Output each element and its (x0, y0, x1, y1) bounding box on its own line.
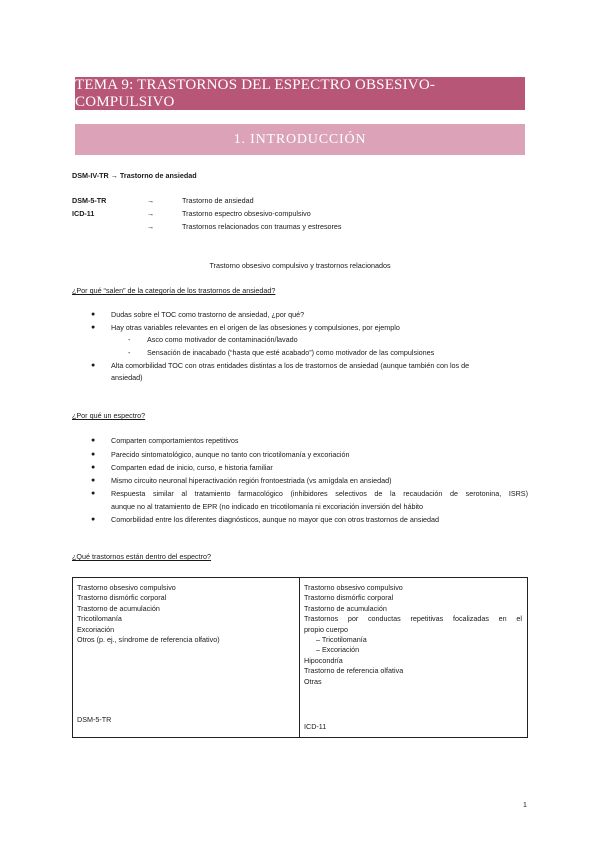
bullet-icon: ● (91, 464, 96, 471)
icd11-value: Trastorno espectro obsesivo-compulsivo (182, 209, 311, 218)
table-cell: – Tricotilomanía (316, 635, 367, 645)
table-cell: Trastorno obsesivo compulsivo (304, 583, 403, 592)
q1-bullet-1: Dudas sobre el TOC como trastorno de ansiedad, ¿por qué? (111, 310, 305, 319)
bullet-icon: ● (91, 451, 96, 458)
bullet-icon: ● (91, 437, 96, 444)
q1-heading: ¿Por qué “salen” de la categoría de los trastornos de ansiedad? (72, 286, 276, 295)
table-cell: Trastorno de acumulación (77, 603, 160, 613)
bullet-icon: ● (91, 311, 96, 318)
icd11-arrow-2: → (147, 222, 155, 231)
subtitle: Trastorno obsesivo compulsivo y trastornos relacionados (209, 261, 391, 270)
q1-bullet-3: Alta comorbilidad TOC con otras entidades distintas a los de trastornos de ansiedad (aunque también con los de (111, 361, 470, 370)
q2-item: Parecido sintomatológico, aunque no tanto con tricotilomanía y excoriación (111, 450, 350, 459)
bullet-icon: ● (91, 516, 96, 523)
table-cell: Hipocondría (304, 655, 343, 665)
icd11-value-2: Trastornos relacionados con traumas y estresores (182, 222, 342, 231)
page-number: 1 (523, 802, 527, 809)
table-cell: Trastorno obsesivo compulsivo (77, 583, 176, 592)
icd11-arrow: → (147, 209, 155, 218)
q1-sub-1: Asco como motivador de contaminación/lavado (147, 335, 298, 344)
q1-bullet-2: Hay otras variables relevantes en el origen de las obsesiones y compulsiones, por ejemplo (111, 323, 400, 332)
chapter-title-banner (75, 77, 525, 110)
q2-item: Comparten comportamientos repetitivos (111, 436, 239, 445)
bullet-icon: ● (91, 477, 96, 484)
table-cell: Tricotilomanía (77, 614, 122, 624)
table-cell: – Excoriación (316, 645, 360, 655)
dsm5-label: DSM-5-TR (72, 196, 107, 205)
q2-item-cont: aunque no al tratamiento de EPR (no indicado en tricotilomanía ni excoriación inversión del hábito (111, 502, 424, 511)
table-cell: propio cuerpo (304, 624, 348, 634)
bullet-icon: ● (91, 324, 96, 331)
dash-icon: - (128, 335, 131, 344)
dash-icon: - (128, 348, 131, 357)
bullet-icon: ● (91, 362, 96, 369)
table-cell: Excoriación (77, 624, 115, 634)
icd11-label: ICD-11 (72, 209, 95, 218)
dsm5-footer: DSM-5-TR (77, 715, 112, 724)
q2-item: Mismo circuito neuronal hiperactivación región frontoestriada (vs amígdala en ansiedad) (111, 476, 392, 485)
dsm5-column (73, 578, 300, 738)
table-cell: Otras (304, 676, 322, 686)
q3-heading: ¿Qué trastornos están dentro del espectro? (72, 552, 212, 561)
q2-item: Comorbilidad entre los diferentes diagnósticos, aunque no mayor que con otros trastornos de ansiedad (111, 515, 440, 524)
q2-item: Respuesta similar al tratamiento farmacológico (inhibidores selectivos de la recaudación de serotonina, ISRS) (111, 489, 528, 498)
q1-sub-2: Sensación de inacabado (“hasta que esté acabado”) como motivador de las compulsiones (147, 348, 435, 357)
table-cell: Trastorno de referencia olfativa (304, 666, 404, 676)
icd11-footer: ICD-11 (304, 722, 327, 731)
icd11-column (300, 578, 528, 738)
table-cell: Otros (p. ej., síndrome de referencia olfativo) (77, 635, 220, 645)
section-title: 1. INTRODUCCIÓN (233, 131, 367, 147)
dsm5-arrow: → (147, 196, 155, 205)
table-cell: Trastorno dismórfic corporal (77, 593, 167, 603)
spectrum-table (72, 577, 528, 738)
q1-bullet-3-cont: ansiedad) (111, 373, 143, 382)
bullet-icon: ● (91, 490, 96, 497)
q2-heading: ¿Por qué un espectro? (72, 411, 146, 420)
chapter-title: TEMA 9: TRASTORNOS DEL ESPECTRO OBSESIVO-COMPULSIVO (75, 76, 436, 110)
table-cell: Trastorno dismórfic corporal (304, 593, 394, 603)
section-title-banner (75, 124, 525, 155)
q2-item: Comparten edad de inicio, curso, e historia familiar (111, 463, 273, 472)
table-cell: Trastorno de acumulación (304, 603, 387, 613)
dsm5-value: Trastorno de ansiedad (182, 196, 254, 205)
table-cell: Trastornos por conductas repetitivas focalizadas en el (304, 614, 522, 624)
dsm4-line: DSM-IV-TR → Trastorno de ansiedad (72, 171, 197, 180)
